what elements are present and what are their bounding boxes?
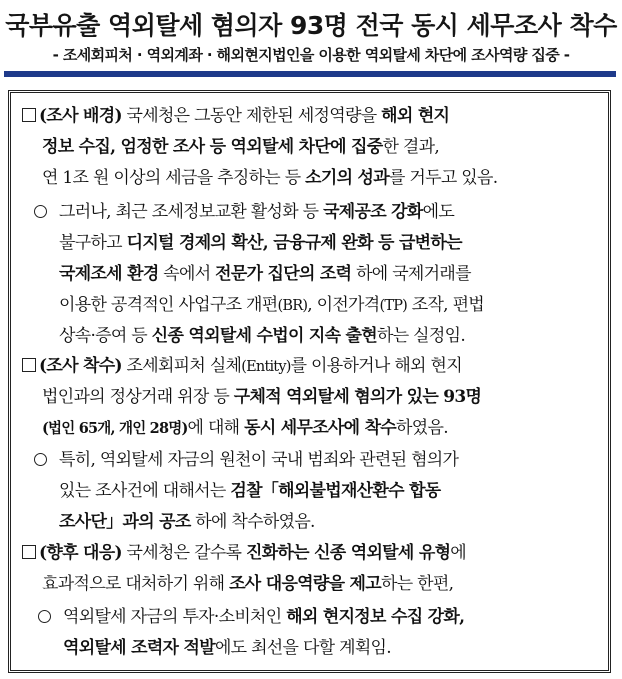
- title-underline-bar: [4, 71, 616, 77]
- section-investigation: (조사 착수) 조세회피처 실체(Entity)를 이용하거나 해외 현지 법인과의 정상거래 위장 등 구체적 역외탈세 혐의가 있는 93명 (법인 65개, 개인 28명)에 대해 동시 세무조사에 착수하였음.: [22, 351, 481, 444]
- section-background-bullet: 그러나, 최근 조세정보교환 활성화 등 국제공조 강화에도 불구하고 디지털 경제의 확산, 금융규제 완화 등 급변하는 국제조세 환경 속에서 전문가 집단의 조력 하에 국제거래를 이용한 공격적인 사업구조 개편(BR), 이전가격(TP) 조작, 편법 상속·증여 등 신종 역외탈세 수법이 지속 출현하는 실정임.: [34, 197, 484, 352]
- square-bullet-icon: [22, 108, 36, 122]
- section-future-response-bullet: 역외탈세 자금의 투자·소비처인 해외 현지정보 수집 강화, 역외탈세 조력자 적발에도 최선을 다할 계획임.: [38, 602, 464, 664]
- page-title: 국부유출 역외탈세 혐의자 93명 전국 동시 세무조사 착수: [5, 11, 617, 40]
- section-tag: (향후 대응): [39, 543, 122, 563]
- square-bullet-icon: [22, 358, 36, 372]
- square-bullet-icon: [22, 545, 36, 559]
- circle-bullet-icon: [38, 610, 51, 623]
- section-background: (조사 배경) 국세청은 그동안 제한된 세정역량을 해외 현지 정보 수집, 엄정한 조사 등 역외탈세 차단에 집중한 결과, 연 1조 원 이상의 세금을 추징하는 등 소기의 성과를 거두고 있음.: [22, 101, 497, 194]
- circle-bullet-icon: [34, 205, 47, 218]
- section-tag: (조사 배경): [39, 106, 122, 126]
- section-tag: (조사 착수): [39, 356, 122, 376]
- circle-bullet-icon: [34, 453, 47, 466]
- section-future-response: (향후 대응) 국세청은 갈수록 진화하는 신종 역외탈세 유형에 효과적으로 대처하기 위해 조사 대응역량을 제고하는 한편,: [22, 538, 466, 600]
- page-subtitle: - 조세회피처 · 역외계좌 · 해외현지법인을 이용한 역외탈세 차단에 조사역량 집중 -: [52, 46, 570, 64]
- section-investigation-bullet: 특히, 역외탈세 자금의 원천이 국내 범죄와 관련된 혐의가 있는 조사건에 대해서는 검찰「해외불법재산환수 합동 조사단」과의 공조 하에 착수하였음.: [34, 445, 458, 538]
